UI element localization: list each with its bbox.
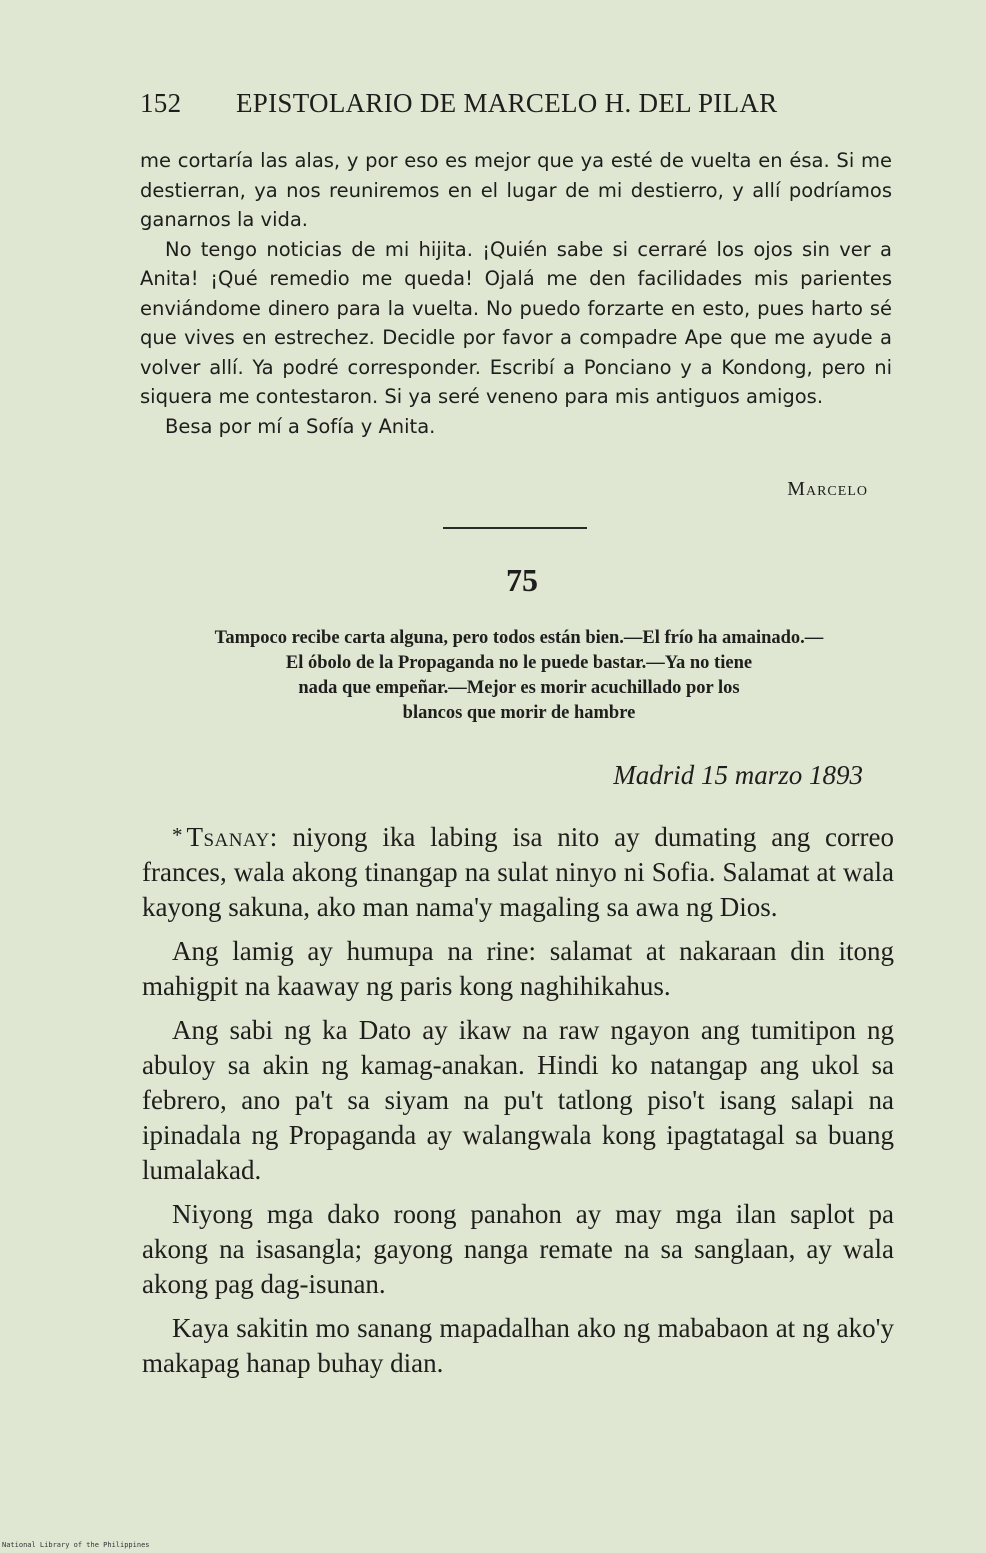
letter-paragraph: Ang sabi ng ka Dato ay ikaw na raw ngayon ang tumitipon ng abuloy sa akin ng kamag-anakan. Hindi ko natangap ang ukol sa febrero, ano pa't sa siyam na pu't tatlong piso't isang salapi na ipinadala ng Propaganda ay walangwala kong ipagtatagal sa buang lumalakad.	[142, 1015, 894, 1185]
section-divider	[443, 527, 587, 529]
summary-line: El óbolo de la Propaganda no le puede bastar.—Ya no tiene	[285, 653, 753, 673]
salutation: Tsanay:	[186, 822, 278, 852]
previous-letter-paragraph: me cortaría las alas, y por eso es mejor que ya esté de vuelta en ésa. Si me destierran, ya nos reuniremos en el lugar de mi destierro, y allí podríamos ganarnos la vida.	[140, 149, 892, 231]
first-paragraph-text: niyong ika labing isa nito ay dumating ang correo frances, wala akong tinangap na sulat ninyo ni Sofia. Salamat at wala kayong sakuna, ako man nama'y magaling sa awa ng Dios.	[142, 822, 894, 922]
previous-letter-text	[140, 146, 892, 441]
library-credit: National Library of the Philippines	[2, 1541, 150, 1549]
running-title: EPISTOLARIO DE MARCELO H. DEL PILAR	[236, 88, 778, 118]
previous-letter-paragraph: No tengo noticias de mi hijita. ¡Quién sabe si cerraré los ojos sin ver a Anita! ¡Qué remedio me queda! Ojalá me den facilidades mis parientes enviándome dinero para la vuelta. No puedo forzarte en esto, pues harto sé que vives en estrechez. Decidle por favor a compadre Ape que me ayude a volver allí. Ya podré corresponder. Escribí a Ponciano y a Kondong, pero ni siquera me contestaron. Si ya seré veneno para mis antiguos amigos.	[140, 237, 892, 408]
signature: Marcelo	[787, 478, 868, 500]
summary-line: nada que empeñar.—Mejor es morir acuchillado por los	[298, 678, 740, 698]
dateline: Madrid 15 marzo 1893	[613, 760, 863, 790]
running-head	[140, 88, 870, 119]
letter-paragraph: Ang lamig ay humupa na rine: salamat at nakaraan din itong mahigpit na kaaway ng paris kong naghihikahus.	[142, 936, 894, 1001]
page-number: 152	[140, 88, 182, 118]
letter-paragraph	[142, 818, 894, 925]
summary-line: blancos que morir de hambre	[402, 703, 636, 723]
summary-line: Tampoco recibe carta alguna, pero todos están bien.—El frío ha amainado.—	[214, 628, 824, 648]
letter-summary	[143, 626, 895, 726]
letter-paragraph: Kaya sakitin mo sanang mapadalhan ako ng mababaon at ng ako'y makapag hanap buhay dian.	[142, 1313, 894, 1378]
letter-body	[142, 818, 894, 1390]
letter-number: 75	[506, 562, 538, 598]
previous-letter-paragraph: Besa por mí a Sofía y Anita.	[165, 414, 436, 438]
letter-paragraph: Niyong mga dako roong panahon ay may mga ilan saplot pa akong na isasangla; gayong nanga remate na sa sanglaan, ay wala akong pag dag-isunan.	[142, 1199, 894, 1299]
footnote-mark: *	[172, 823, 183, 847]
